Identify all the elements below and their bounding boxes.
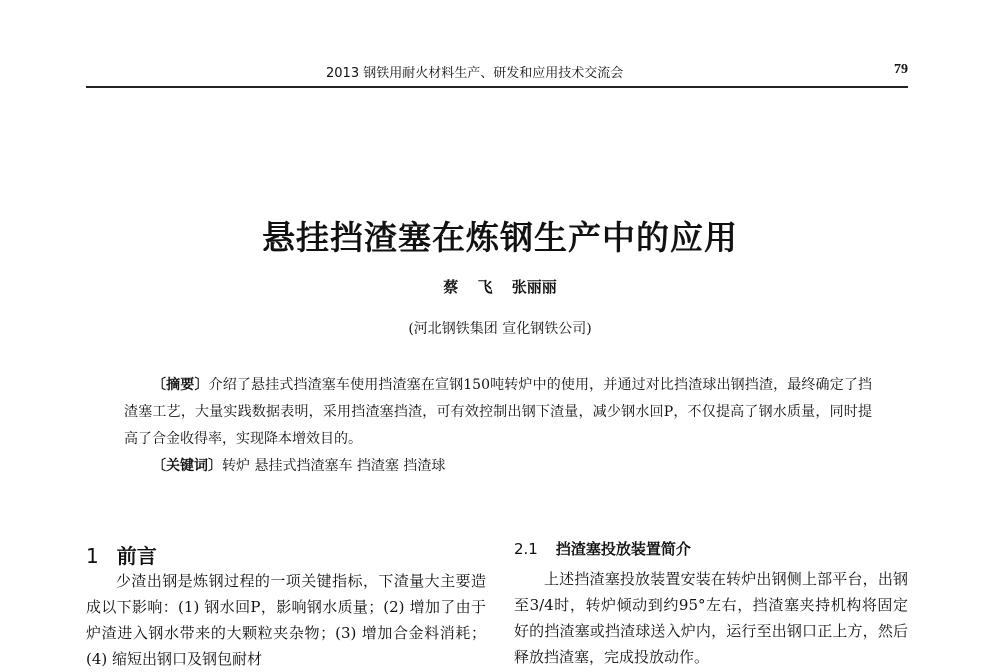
- abstract-text: 介绍了悬挂式挡渣塞车使用挡渣塞在宣钢150吨转炉中的使用，并通过对比挡渣球出钢挡渣，最终确定了挡渣塞工艺，大量实践数据表明，采用挡渣塞挡渣，可有效控制出钢下渣量，减少钢水回P，不仅提高了钢水质量，同时提高了合金收得率，实现降本增效目的。: [124, 377, 872, 447]
- left-column: [86, 568, 486, 672]
- abstract-label: 〔摘要〕: [152, 377, 209, 393]
- subsection-heading-2-1: [514, 538, 691, 559]
- section-title: 前言: [116, 544, 157, 568]
- subsection-number: 2.1: [514, 540, 538, 558]
- paper-title: 悬挂挡渣塞在炼钢生产中的应用: [262, 218, 738, 257]
- section-number: 1: [86, 544, 99, 568]
- abstract-paragraph: [124, 372, 872, 453]
- abstract: [124, 372, 872, 480]
- right-column: [514, 566, 908, 670]
- section-heading-introduction: [86, 540, 157, 569]
- introduction-paragraph: 少渣出钢是炼钢过程的一项关键指标，下渣量大主要造成以下影响：(1) 钢水回P，影响钢水质量；(2) 增加了由于炉渣进入钢水带来的大颗粒夹杂物；(3) 增加合金料消耗；(4) 缩短出钢口及钢包耐材: [86, 572, 486, 668]
- keywords-text: 转炉 悬挂式挡渣塞车 挡渣塞 挡渣球: [222, 458, 446, 474]
- keywords-line: [124, 453, 872, 480]
- subsection-paragraph: 上述挡渣塞投放装置安装在转炉出钢侧上部平台，出钢至3/4时，转炉倾动到约95°左右，挡渣塞夹持机构将固定好的挡渣塞或挡渣球送入炉内，运行至出钢口正上方，然后释放挡渣塞，完成投放动作。: [514, 570, 908, 666]
- affiliation: (河北钢铁集团 宣化钢铁公司): [408, 321, 592, 337]
- authors: 蔡 飞 张丽丽: [443, 278, 557, 296]
- running-header: [86, 60, 908, 88]
- page-number: 79: [894, 62, 908, 77]
- keywords-label: 〔关键词〕: [152, 458, 222, 474]
- subsection-title: 挡渣塞投放装置简介: [555, 540, 691, 558]
- header-title: 2013 钢铁用耐火材料生产、研发和应用技术交流会: [326, 66, 624, 81]
